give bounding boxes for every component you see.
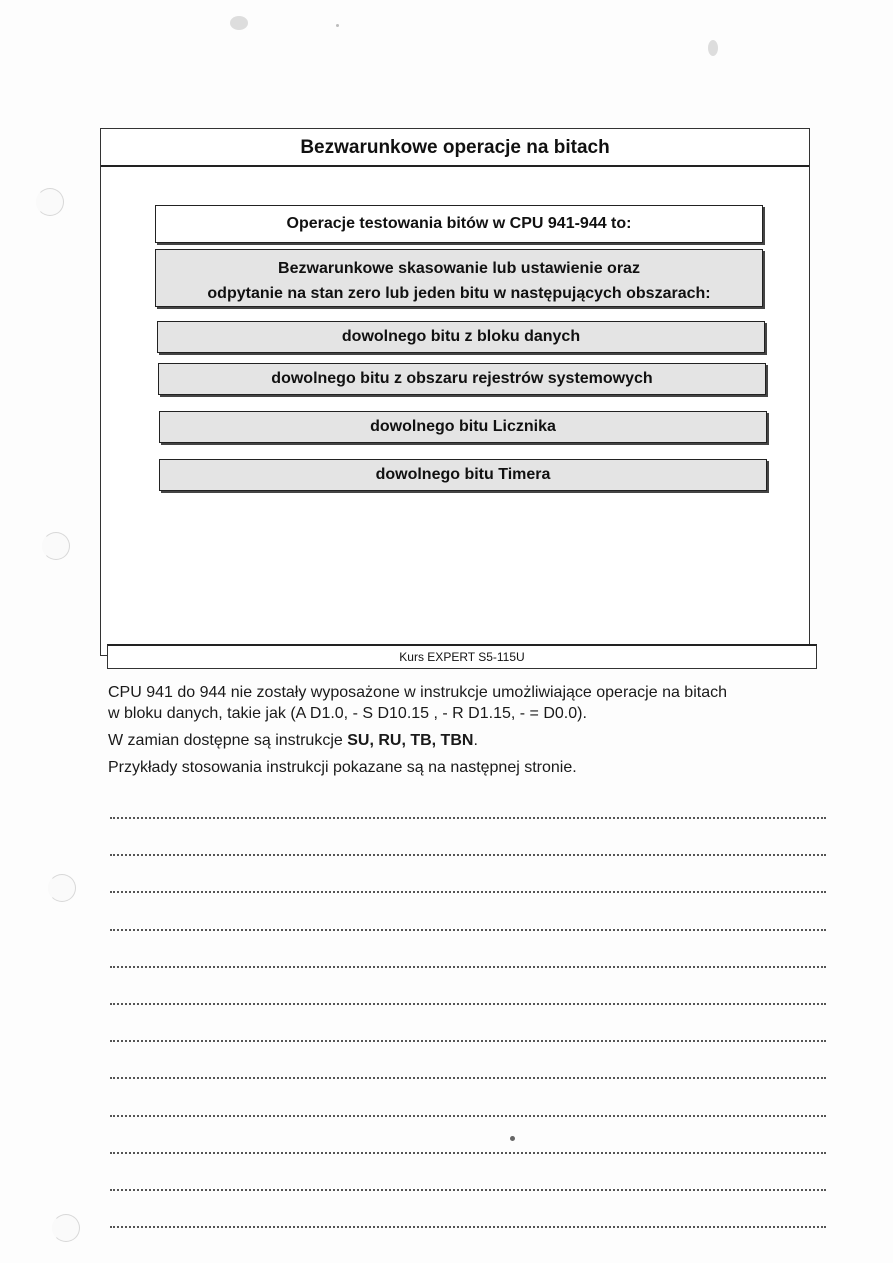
note-line — [110, 1226, 826, 1228]
scan-speck — [336, 24, 339, 27]
note-line — [110, 929, 826, 931]
list-item-label: dowolnego bitu Timera — [375, 466, 551, 483]
intro-line-1: Bezwarunkowe skasowanie lub ustawienie oraz — [278, 260, 640, 277]
note-line — [110, 891, 826, 893]
scan-speck — [708, 40, 718, 56]
slide-title: Bezwarunkowe operacje na bitach — [101, 129, 809, 167]
intro-box — [155, 249, 763, 307]
list-item-label: dowolnego bitu Licznika — [370, 418, 556, 435]
note-line — [110, 1077, 826, 1079]
slide-footer — [107, 644, 817, 669]
note-line — [110, 817, 826, 819]
slide-frame — [100, 128, 810, 664]
paragraph-1 — [108, 682, 828, 724]
paragraph-3: Przykłady stosowania instrukcji pokazane są na następnej stronie. — [108, 759, 577, 776]
list-item-label: dowolnego bitu z bloku danych — [341, 328, 581, 345]
punch-hole — [36, 188, 64, 216]
note-line — [110, 1152, 826, 1154]
scan-speck — [510, 1136, 515, 1141]
list-item-4 — [159, 459, 767, 491]
scan-speck — [230, 16, 248, 30]
paragraph-2-suffix: . — [473, 732, 478, 749]
paragraph-2 — [108, 730, 828, 751]
note-line — [110, 854, 826, 856]
paragraph-1-line-2: w bloku danych, takie jak (A D1.0, - S D10.15 , - R D1.15, - = D0.0). — [108, 705, 587, 722]
list-item-3 — [159, 411, 767, 443]
header-box-text: Operacje testowania bitów w CPU 941-944 to: — [286, 215, 632, 232]
paragraph-1-line-1: CPU 941 do 944 nie zostały wyposażone w instrukcje umożliwiające operacje na bitach — [108, 684, 727, 701]
instruction-list: SU, RU, TB, TBN — [347, 732, 474, 749]
paragraph-2-prefix: W zamian dostępne są instrukcje — [108, 732, 348, 749]
note-line — [110, 1040, 826, 1042]
list-item-2 — [158, 363, 766, 395]
list-item-label: dowolnego bitu z obszaru rejestrów systemowych — [271, 370, 653, 387]
header-box — [155, 205, 763, 243]
note-line — [110, 1189, 826, 1191]
note-line — [110, 1003, 826, 1005]
body-text — [108, 682, 828, 784]
list-item-1 — [157, 321, 765, 353]
slide-footer-text: Kurs EXPERT S5-115U — [399, 650, 525, 664]
punch-hole — [52, 1214, 80, 1242]
note-line — [110, 966, 826, 968]
note-line — [110, 1115, 826, 1117]
intro-line-2: odpytanie na stan zero lub jeden bitu w następujących obszarach: — [207, 285, 711, 302]
punch-hole — [42, 532, 70, 560]
punch-hole — [48, 874, 76, 902]
